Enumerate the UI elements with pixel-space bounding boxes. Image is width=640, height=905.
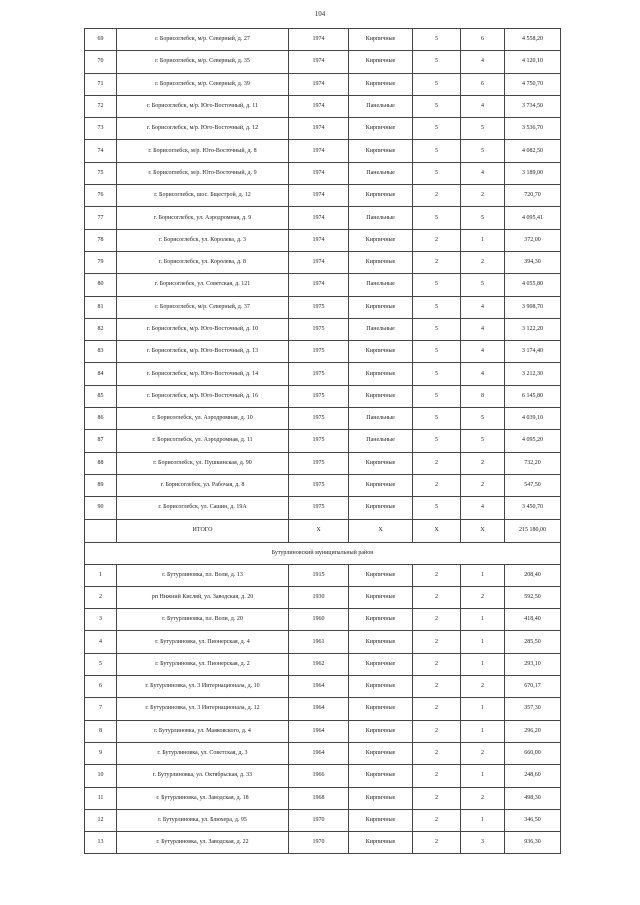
row-year: 1964 [289,676,349,698]
row-address: г. Бутурлиновка, ул. 3 Интернационала, д. 10 [117,676,289,698]
row-number: 80 [85,274,117,296]
row-number: 11 [85,787,117,809]
row-area: 4 055,80 [505,274,561,296]
row-entrances: 1 [461,698,505,720]
row-material: Панельные [349,95,413,117]
row-entrances: 1 [461,720,505,742]
row-address: г. Борисоглебск, ул. Пушкинская, д. 90 [117,452,289,474]
row-number: 13 [85,832,117,854]
row-year: 1974 [289,95,349,117]
row-address: г. Бутурлиновка, ул. Блюхера, д. 95 [117,809,289,831]
row-area: 394,30 [505,251,561,273]
row-address: г. Борисоглебск, м/р. Юго-Восточный, д. 10 [117,318,289,340]
row-entrances: 6 [461,29,505,51]
row-area: 6 145,80 [505,385,561,407]
district-header-row [85,542,561,564]
row-year: 1966 [289,765,349,787]
row-number: 69 [85,29,117,51]
row-year: 1974 [289,251,349,273]
row-area: 4 095,41 [505,207,561,229]
table-row [85,742,561,764]
table-row [85,73,561,95]
row-year: 1975 [289,497,349,519]
row-number: 4 [85,631,117,653]
row-material: Кирпичные [349,385,413,407]
row-material: Панельные [349,430,413,452]
total-year: X [289,519,349,542]
row-floors: 2 [413,452,461,474]
row-number: 86 [85,408,117,430]
row-entrances: 5 [461,118,505,140]
row-area: 248,60 [505,765,561,787]
row-floors: 2 [413,653,461,675]
row-floors: 5 [413,274,461,296]
row-floors: 2 [413,742,461,764]
row-area: 346,50 [505,809,561,831]
row-material: Кирпичные [349,118,413,140]
row-area: 3 908,70 [505,296,561,318]
total-label: ИТОГО [117,519,289,542]
row-year: 1975 [289,385,349,407]
row-entrances: 2 [461,452,505,474]
row-entrances: 1 [461,229,505,251]
row-material: Кирпичные [349,474,413,496]
row-number: 87 [85,430,117,452]
row-year: 1964 [289,698,349,720]
row-material: Кирпичные [349,653,413,675]
row-address: г. Бутурлиновка, ул. Маяковского, д. 4 [117,720,289,742]
row-entrances: 4 [461,341,505,363]
row-area: 3 450,70 [505,497,561,519]
table-row [85,408,561,430]
row-year: 1975 [289,474,349,496]
row-floors: 5 [413,363,461,385]
row-area: 4 750,70 [505,73,561,95]
row-floors: 2 [413,720,461,742]
row-floors: 5 [413,296,461,318]
row-year: 1975 [289,341,349,363]
table-row [85,765,561,787]
row-entrances: 4 [461,363,505,385]
row-year: 1975 [289,363,349,385]
row-entrances: 4 [461,51,505,73]
row-entrances: 4 [461,497,505,519]
row-material: Кирпичные [349,497,413,519]
row-floors: 5 [413,51,461,73]
row-area: 547,50 [505,474,561,496]
total-entrances: X [461,519,505,542]
row-entrances: 2 [461,742,505,764]
row-material: Кирпичные [349,341,413,363]
row-number: 75 [85,162,117,184]
row-entrances: 4 [461,162,505,184]
row-floors: 2 [413,586,461,608]
row-entrances: 2 [461,251,505,273]
row-floors: 5 [413,207,461,229]
row-material: Кирпичные [349,51,413,73]
row-material: Кирпичные [349,676,413,698]
row-area: 4 120,10 [505,51,561,73]
row-floors: 2 [413,832,461,854]
row-entrances: 1 [461,564,505,586]
row-material: Кирпичные [349,609,413,631]
row-address: г. Борисоглебск, м/р. Северный, д. 37 [117,296,289,318]
row-entrances: 1 [461,653,505,675]
row-number: 79 [85,251,117,273]
row-address: рп Нижний Кисляй, ул. Заводская, д. 20 [117,586,289,608]
row-address: г. Бутурлиновка, ул. Заводская, д. 18 [117,787,289,809]
row-material: Кирпичные [349,140,413,162]
table-row [85,787,561,809]
table-row [85,318,561,340]
row-floors: 2 [413,185,461,207]
row-number: 10 [85,765,117,787]
row-address: г. Борисоглебск, м/р. Юго-Восточный, д. 11 [117,95,289,117]
row-entrances: 5 [461,408,505,430]
row-year: 1970 [289,832,349,854]
row-year: 1974 [289,229,349,251]
row-floors: 2 [413,251,461,273]
row-number: 6 [85,676,117,698]
row-entrances: 1 [461,609,505,631]
row-year: 1974 [289,29,349,51]
row-floors: 2 [413,698,461,720]
row-year: 1975 [289,430,349,452]
row-area: 592,50 [505,586,561,608]
row-material: Кирпичные [349,809,413,831]
row-area: 372,00 [505,229,561,251]
row-material: Кирпичные [349,185,413,207]
row-number: 78 [85,229,117,251]
row-entrances: 5 [461,274,505,296]
row-area: 357,30 [505,698,561,720]
table-row [85,653,561,675]
table-row [85,140,561,162]
row-material: Кирпичные [349,631,413,653]
row-material: Кирпичные [349,251,413,273]
row-number: 82 [85,318,117,340]
table-row [85,609,561,631]
row-year: 1968 [289,787,349,809]
row-address: г. Борисоглебск, ул. Советская, д. 121 [117,274,289,296]
table-row [85,51,561,73]
row-area: 732,20 [505,452,561,474]
row-area: 720,70 [505,185,561,207]
row-number: 5 [85,653,117,675]
row-number: 3 [85,609,117,631]
table-row [85,385,561,407]
row-floors: 2 [413,765,461,787]
row-year: 1974 [289,51,349,73]
table-row [85,118,561,140]
housing-registry-table [84,28,561,854]
row-floors: 2 [413,631,461,653]
row-number: 8 [85,720,117,742]
row-area: 3 189,00 [505,162,561,184]
row-number: 89 [85,474,117,496]
row-year: 1930 [289,586,349,608]
row-area: 498,30 [505,787,561,809]
row-address: г. Бутурлиновка, ул. Советская, д. 3 [117,742,289,764]
row-entrances: 5 [461,140,505,162]
row-entrances: 1 [461,809,505,831]
row-year: 1974 [289,73,349,95]
row-address: г. Борисоглебск, м/р. Северный, д. 39 [117,73,289,95]
table-row [85,474,561,496]
row-floors: 2 [413,809,461,831]
row-year: 1974 [289,274,349,296]
row-address: г. Борисоглебск, шос. Бщестрой, д. 12 [117,185,289,207]
district-title: Бутурлиновский муниципальный район [85,542,561,564]
row-entrances: 5 [461,207,505,229]
table-row [85,162,561,184]
row-year: 1974 [289,207,349,229]
row-material: Кирпичные [349,73,413,95]
row-floors: 5 [413,430,461,452]
table-row [85,832,561,854]
row-year: 1964 [289,720,349,742]
table-row [85,676,561,698]
row-year: 1975 [289,318,349,340]
row-address: г. Борисоглебск, м/р. Юго-Восточный, д. 12 [117,118,289,140]
row-number: 1 [85,564,117,586]
row-year: 1975 [289,296,349,318]
row-address: г. Бутурлиновка, ул. 3 Интернационала, д. 12 [117,698,289,720]
row-number: 85 [85,385,117,407]
row-floors: 5 [413,118,461,140]
row-entrances: 2 [461,474,505,496]
row-address: г. Бутурлиновка, ул. Заводская, д. 22 [117,832,289,854]
row-entrances: 4 [461,318,505,340]
row-address: г. Борисоглебск, м/р. Юго-Восточный, д. 8 [117,140,289,162]
row-floors: 2 [413,609,461,631]
row-floors: 2 [413,676,461,698]
row-material: Кирпичные [349,787,413,809]
row-year: 1960 [289,609,349,631]
row-material: Кирпичные [349,698,413,720]
row-area: 4 082,50 [505,140,561,162]
row-address: г. Борисоглебск, м/р. Юго-Восточный, д. 9 [117,162,289,184]
row-address: г. Борисоглебск, м/р. Юго-Восточный, д. 16 [117,385,289,407]
row-floors: 5 [413,73,461,95]
row-area: 3 174,40 [505,341,561,363]
row-area: 3 122,20 [505,318,561,340]
row-area: 4 558,20 [505,29,561,51]
row-entrances: 3 [461,832,505,854]
table-row [85,296,561,318]
row-entrances: 2 [461,586,505,608]
row-area: 418,40 [505,609,561,631]
row-number: 73 [85,118,117,140]
row-material: Кирпичные [349,229,413,251]
row-year: 1962 [289,653,349,675]
row-address: г. Борисоглебск, м/р. Северный, д. 35 [117,51,289,73]
total-row [85,519,561,542]
row-area: 296,20 [505,720,561,742]
table-row [85,698,561,720]
row-number: 81 [85,296,117,318]
total-material: X [349,519,413,542]
table-row [85,229,561,251]
row-area: 4 095,20 [505,430,561,452]
row-year: 1974 [289,185,349,207]
row-material: Кирпичные [349,742,413,764]
row-material: Панельные [349,162,413,184]
table-row [85,274,561,296]
row-entrances: 5 [461,430,505,452]
row-material: Кирпичные [349,720,413,742]
row-year: 1970 [289,809,349,831]
table-row [85,564,561,586]
table-row [85,720,561,742]
table-row [85,363,561,385]
row-material: Кирпичные [349,363,413,385]
table-body [85,29,561,854]
row-entrances: 6 [461,73,505,95]
row-year: 1974 [289,162,349,184]
row-year: 1915 [289,564,349,586]
row-material: Кирпичные [349,586,413,608]
row-address: г. Борисоглебск, ул. Аэродромная, д. 11 [117,430,289,452]
row-year: 1975 [289,452,349,474]
row-area: 293,10 [505,653,561,675]
row-area: 670,17 [505,676,561,698]
row-area: 4 039,10 [505,408,561,430]
row-address: г. Бутурлиновка, пл. Воли, д. 20 [117,609,289,631]
table-row [85,631,561,653]
row-area: 936,30 [505,832,561,854]
total-empty-cell [85,519,117,542]
row-address: г. Борисоглебск, ул. Аэродромная, д. 9 [117,207,289,229]
row-floors: 5 [413,408,461,430]
row-address: г. Бутурлиновка, пл. Воли, д. 13 [117,564,289,586]
row-number: 70 [85,51,117,73]
row-floors: 5 [413,140,461,162]
row-floors: 5 [413,29,461,51]
row-floors: 2 [413,787,461,809]
row-entrances: 8 [461,385,505,407]
row-address: г. Борисоглебск, ул. Сашин, д. 19А [117,497,289,519]
row-material: Панельные [349,274,413,296]
row-floors: 5 [413,341,461,363]
table-row [85,95,561,117]
row-year: 1974 [289,140,349,162]
row-number: 2 [85,586,117,608]
table-row [85,809,561,831]
row-number: 12 [85,809,117,831]
row-floors: 5 [413,318,461,340]
row-number: 7 [85,698,117,720]
row-number: 76 [85,185,117,207]
row-number: 72 [85,95,117,117]
row-floors: 5 [413,497,461,519]
row-year: 1974 [289,118,349,140]
total-area: 215 180,00 [505,519,561,542]
row-floors: 5 [413,162,461,184]
row-year: 1961 [289,631,349,653]
row-number: 9 [85,742,117,764]
row-address: г. Борисоглебск, м/р. Юго-Восточный, д. 13 [117,341,289,363]
row-number: 74 [85,140,117,162]
table-row [85,185,561,207]
row-number: 71 [85,73,117,95]
table-row [85,452,561,474]
row-material: Панельные [349,408,413,430]
row-material: Кирпичные [349,29,413,51]
row-area: 3 536,70 [505,118,561,140]
row-material: Панельные [349,207,413,229]
table-row [85,251,561,273]
row-material: Кирпичные [349,765,413,787]
row-address: г. Борисоглебск, ул. Аэродромная, д. 10 [117,408,289,430]
row-floors: 5 [413,385,461,407]
row-entrances: 2 [461,185,505,207]
row-year: 1964 [289,742,349,764]
row-floors: 5 [413,95,461,117]
row-address: г. Борисоглебск, м/р. Северный, д. 27 [117,29,289,51]
row-floors: 2 [413,474,461,496]
row-entrances: 4 [461,296,505,318]
table-row [85,430,561,452]
row-number: 83 [85,341,117,363]
row-number: 90 [85,497,117,519]
table-row [85,497,561,519]
row-material: Кирпичные [349,296,413,318]
row-address: г. Борисоглебск, ул. Рабочая, д. 8 [117,474,289,496]
row-material: Панельные [349,318,413,340]
row-address: г. Бутурлиновка, ул. Пионерская, д. 2 [117,653,289,675]
row-entrances: 1 [461,631,505,653]
table-row [85,586,561,608]
row-floors: 2 [413,229,461,251]
row-address: г. Бутурлиновка, ул. Октябрьская, д. 33 [117,765,289,787]
row-number: 84 [85,363,117,385]
row-number: 88 [85,452,117,474]
row-area: 285,50 [505,631,561,653]
table-row [85,29,561,51]
table-row [85,341,561,363]
row-material: Кирпичные [349,832,413,854]
row-address: г. Борисоглебск, ул. Королева, д. 3 [117,229,289,251]
table-row [85,207,561,229]
row-address: г. Борисоглебск, ул. Королева, д. 8 [117,251,289,273]
row-material: Кирпичные [349,452,413,474]
row-area: 3 212,30 [505,363,561,385]
total-floors: X [413,519,461,542]
row-entrances: 1 [461,765,505,787]
row-address: г. Борисоглебск, м/р. Юго-Восточный, д. 14 [117,363,289,385]
row-area: 3 734,50 [505,95,561,117]
page-number: 104 [314,10,326,18]
row-address: г. Бутурлиновка, ул. Пионерская, д. 4 [117,631,289,653]
row-entrances: 4 [461,95,505,117]
row-entrances: 2 [461,676,505,698]
row-floors: 2 [413,564,461,586]
row-material: Кирпичные [349,564,413,586]
row-year: 1975 [289,408,349,430]
row-entrances: 2 [461,787,505,809]
row-area: 208,40 [505,564,561,586]
row-area: 660,00 [505,742,561,764]
row-number: 77 [85,207,117,229]
